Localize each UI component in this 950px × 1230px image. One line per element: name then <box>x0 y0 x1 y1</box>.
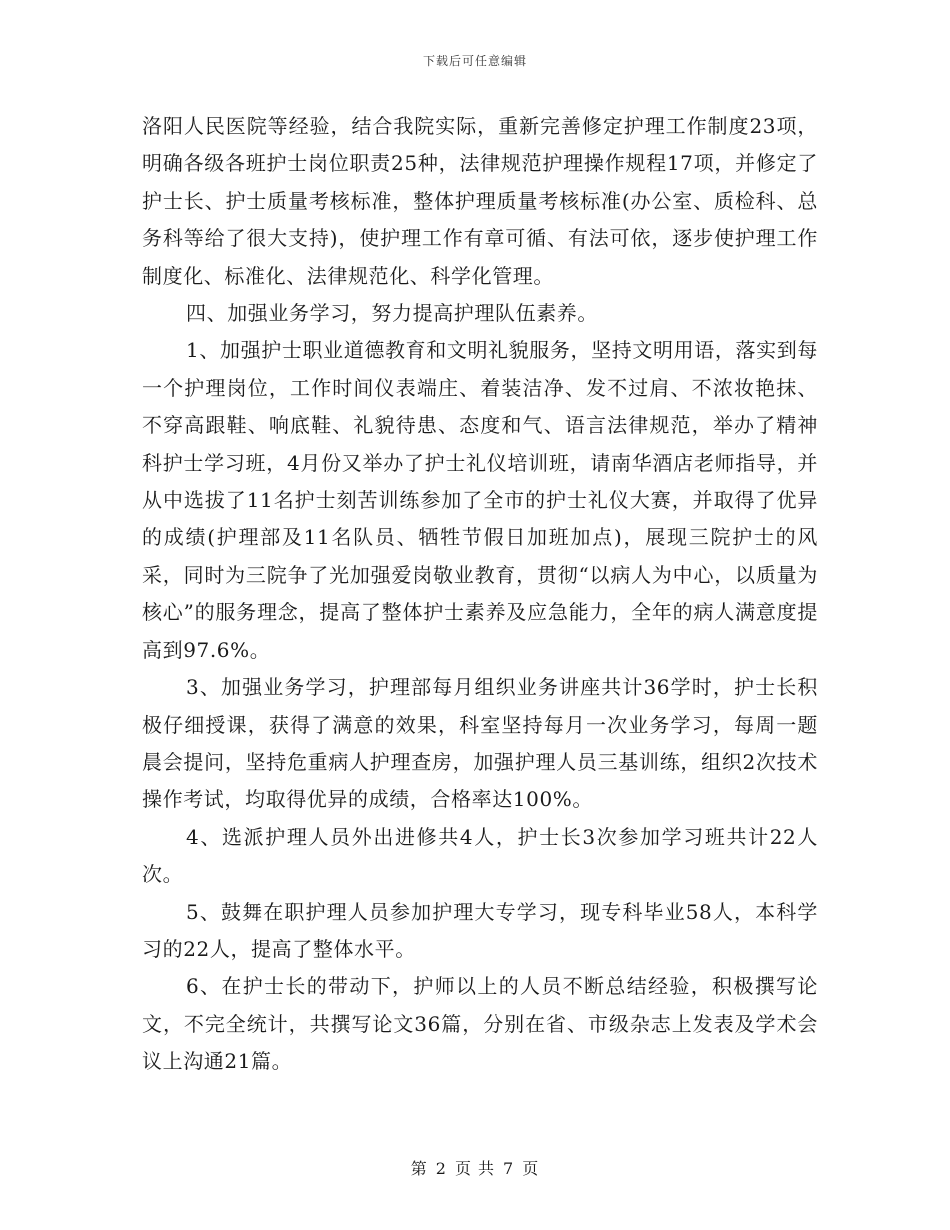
footer-suffix: 页 <box>522 1159 540 1178</box>
current-page-number: 2 <box>435 1159 447 1178</box>
paragraph-item-1: 1、加强护士职业道德教育和文明礼貌服务，坚持文明用语，落实到每一个护理岗位，工作时间仪表端庄、着装洁净、发不过肩、不浓妆艳抹、不穿高跟鞋、响底鞋、礼貌待患、态度和气、语言法律规范，举办了精神科护士学习班，4月份又举办了护士礼仪培训班，请南华酒店老师指导，并从中选拔了11名护士刻苦训练参加了全市的护士礼仪大赛，并取得了优异的成绩(护理部及11名队员、牺牲节假日加班加点)，展现三院护士的风采，同时为三院争了光加强爱岗敬业教育，贯彻“以病人为中心，以质量为核心”的服务理念，提高了整体护士素养及应急能力，全年的病人满意度提高到97.6%。 <box>142 338 818 662</box>
total-page-count: 7 <box>503 1159 515 1178</box>
paragraph-item-3: 3、加强业务学习，护理部每月组织业务讲座共计36学时，护士长积极仔细授课，获得了满意的效果，科室坚持每月一次业务学习，每周一题晨会提问，坚持危重病人护理查房，加强护理人员三基训练，组织2次技术操作考试，均取得优异的成绩，合格率达100%。 <box>142 675 818 812</box>
document-body <box>142 108 818 1081</box>
paragraph-continuation: 洛阳人民医院等经验，结合我院实际，重新完善修定护理工作制度23项，明确各级各班护士岗位职责25种，法律规范护理操作规程17项，并修定了护士长、护士质量考核标准，整体护理质量考核标准(办公室、质检科、总务科等给了很大支持)，使护理工作有章可循、有法可依，逐步使护理工作制度化、标准化、法律规范化、科学化管理。 <box>142 114 818 288</box>
paragraph-item-4: 4、选派护理人员外出进修共4人，护士长3次参加学习班共计22人次。 <box>142 824 818 887</box>
footer-middle: 页 共 <box>454 1159 496 1178</box>
footer-prefix: 第 <box>410 1159 428 1178</box>
paragraph-item-6: 6、在护士长的带动下，护师以上的人员不断总结经验，积极撰写论文，不完全统计，共撰写论文36篇，分别在省、市级杂志上发表及学术会议上沟通21篇。 <box>142 974 818 1074</box>
section-heading-four: 四、加强业务学习，努力提高护理队伍素养。 <box>186 301 598 326</box>
paragraph-item-5: 5、鼓舞在职护理人员参加护理大专学习，现专科毕业58人，本科学习的22人，提高了整体水平。 <box>142 899 818 961</box>
page-footer <box>0 1156 950 1179</box>
page-header-note: 下载后可任意编辑 <box>422 54 527 68</box>
